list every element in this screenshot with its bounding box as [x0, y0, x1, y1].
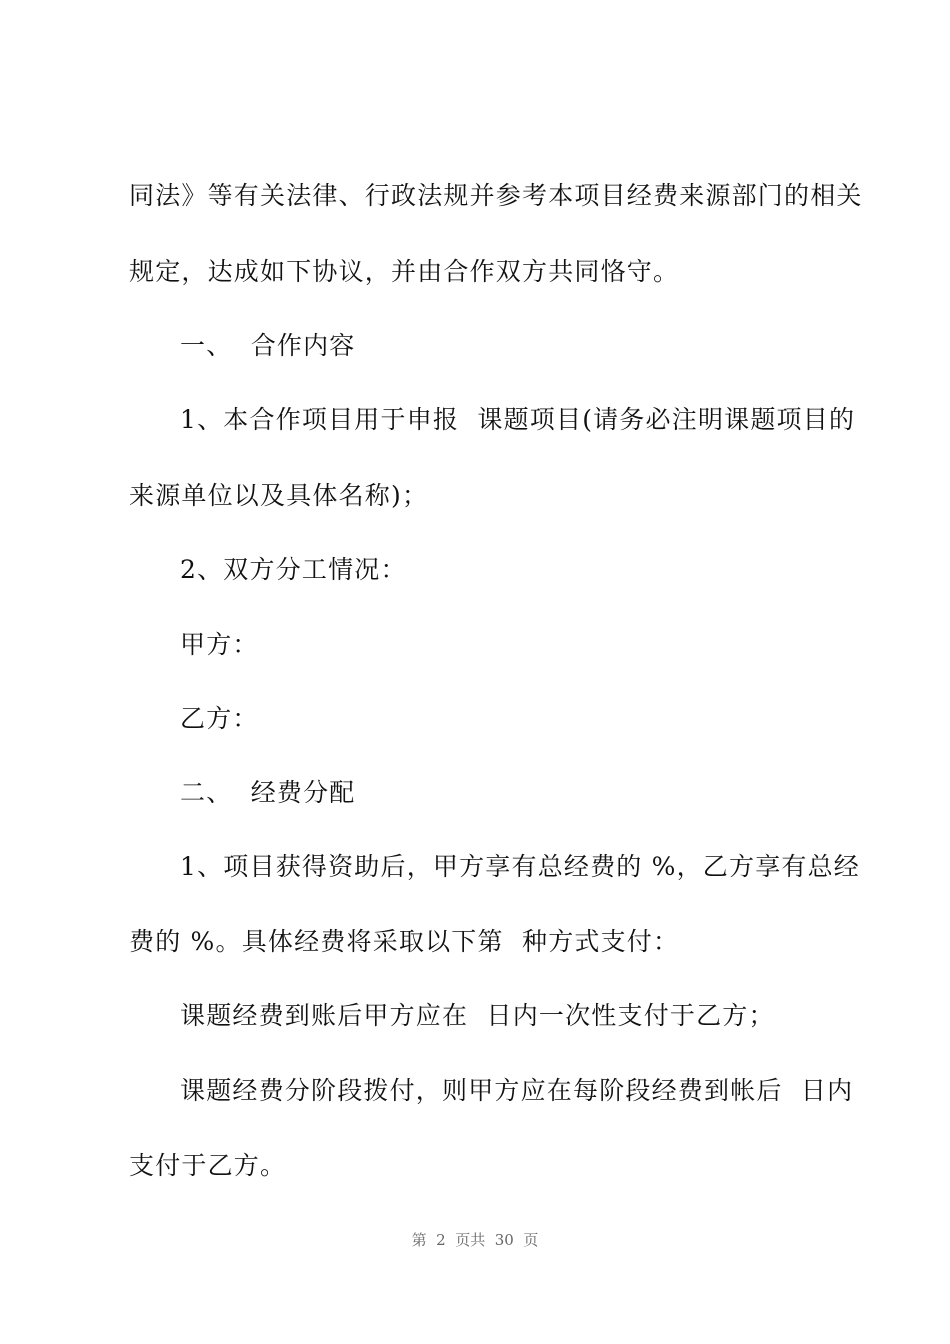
- paragraph-line: 费的 %。具体经费将采取以下第 种方式支付：: [129, 927, 680, 956]
- paragraph-line: 同法》等有关法律、行政法规并参考本项目经费来源部门的相关: [129, 181, 863, 210]
- paragraph-line: 支付于乙方。: [129, 1151, 287, 1180]
- paragraph-line: 2、双方分工情况：: [180, 555, 407, 584]
- paragraph-line: 规定，达成如下协议，并由合作双方共同恪守。: [129, 257, 680, 286]
- paragraph-line: 1、项目获得资助后，甲方享有总经费的 %，乙方享有总经: [180, 852, 861, 881]
- paragraph-line: 乙方：: [180, 704, 259, 733]
- paragraph-line: 课题经费分阶段拨付，则甲方应在每阶段经费到帐后 日内: [180, 1076, 854, 1105]
- section-heading: 二、 经费分配: [180, 778, 356, 807]
- paragraph-line: 来源单位以及具体名称)；: [129, 481, 429, 510]
- section-heading: 一、 合作内容: [180, 331, 356, 360]
- paragraph-line: 1、本合作项目用于申报 课题项目(请务必注明课题项目的: [180, 405, 856, 434]
- paragraph-line: 课题经费到账后甲方应在 日内一次性支付于乙方；: [180, 1001, 775, 1030]
- page-number-footer: 第 2 页共 30 页: [411, 1231, 539, 1249]
- paragraph-line: 甲方：: [180, 630, 259, 659]
